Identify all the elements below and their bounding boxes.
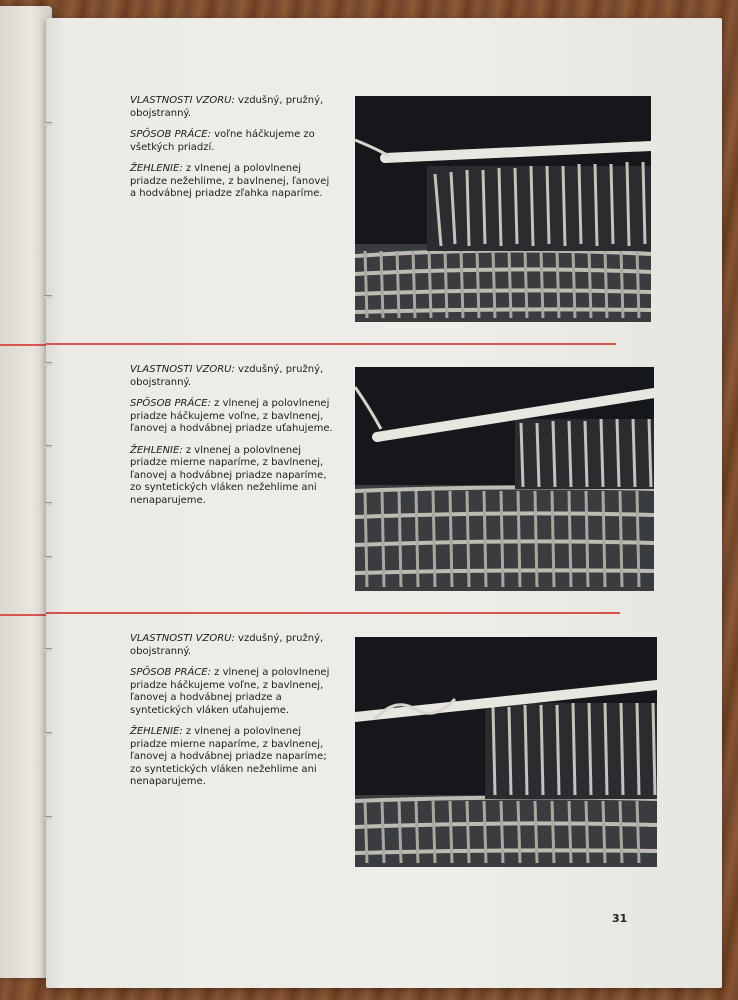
binding-stitch: [44, 502, 52, 505]
binding-stitch: [44, 816, 52, 819]
binding-stitch: [44, 445, 52, 448]
ironing-instructions: [130, 726, 335, 789]
pattern-properties-label: VLASTNOSTI VZORU:: [130, 364, 235, 375]
binding-stitch: [44, 556, 52, 559]
ironing-text: z vlnenej a polovlnenej priadze nežehlime, z bavlnenej, ľanovej a hodvábnej priadze zľahka naparíme.: [130, 163, 330, 199]
ironing-text: z vlnenej a polovlnenej priadze mierne naparíme, z bavlnenej, ľanovej a hodvábnej priadze naparíme, zo syntetických vláken nežehlime ani nenaparujeme.: [130, 444, 327, 506]
pattern-description-1: [130, 95, 335, 210]
pattern-properties-label: VLASTNOSTI VZORU:: [130, 95, 235, 106]
work-method-label: SPÔSOB PRÁCE:: [130, 129, 211, 140]
ironing-text: z vlnenej a polovlnenej priadze mierne naparíme, z bavlnenej, ľanovej a hodvábnej priadze naparíme; zo syntetických vláken nežehlime ani nenaparujeme.: [130, 726, 327, 787]
binding-stitch: [44, 362, 52, 365]
binding-stitch: [44, 122, 52, 125]
pattern-description-3: [130, 633, 335, 798]
crochet-sample-photo-3: [355, 637, 657, 867]
ironing-instructions: [130, 163, 335, 201]
crochet-sample-photo-1: [355, 96, 651, 322]
section-divider: [46, 612, 620, 614]
page-number: 31: [612, 912, 628, 925]
pattern-properties: [130, 95, 335, 120]
ironing-label: ŽEHLENIE:: [130, 163, 183, 174]
pattern-properties-label: VLASTNOSTI VZORU:: [130, 633, 235, 644]
ironing-instructions: [130, 445, 335, 508]
crochet-sample-photo-2: [355, 367, 654, 591]
previous-page-edge: [0, 6, 52, 978]
pattern-properties-text: vzdušný, pružný, obojstranný.: [130, 95, 324, 119]
ironing-label: ŽEHLENIE:: [130, 726, 183, 737]
work-method-text: z vlnenej a polovlnenej priadze háčkujeme voľne, z bavlnenej, ľanovej a hodvábnej priadze uťahujeme.: [130, 398, 333, 434]
work-method: [130, 667, 335, 717]
pattern-properties: [130, 633, 335, 658]
work-method-text: voľne háčkujeme zo všetkých priadzí.: [130, 129, 315, 153]
work-method: [130, 129, 335, 154]
pattern-description-2: [130, 364, 335, 516]
pattern-properties-text: vzdušný, pružný, obojstranný.: [130, 633, 324, 657]
work-method-label: SPÔSOB PRÁCE:: [130, 398, 211, 409]
work-method: [130, 398, 335, 436]
ironing-label: ŽEHLENIE:: [130, 444, 183, 456]
work-method-text: z vlnenej a polovlnenej priadze háčkujeme voľne, z bavlnenej, ľanovej a hodvábnej priadze a syntetických vláken uťahujeme.: [130, 667, 330, 716]
pattern-properties-text: vzdušný, pružný, obojstranný.: [130, 364, 324, 388]
previous-page-red-rule: [0, 614, 52, 616]
previous-page-red-rule: [0, 344, 52, 346]
binding-stitch: [44, 732, 52, 735]
section-divider: [46, 343, 616, 345]
pattern-properties: [130, 364, 335, 389]
binding-stitch: [44, 295, 52, 298]
work-method-label: SPÔSOB PRÁCE:: [130, 667, 211, 678]
binding-stitch: [44, 648, 52, 651]
